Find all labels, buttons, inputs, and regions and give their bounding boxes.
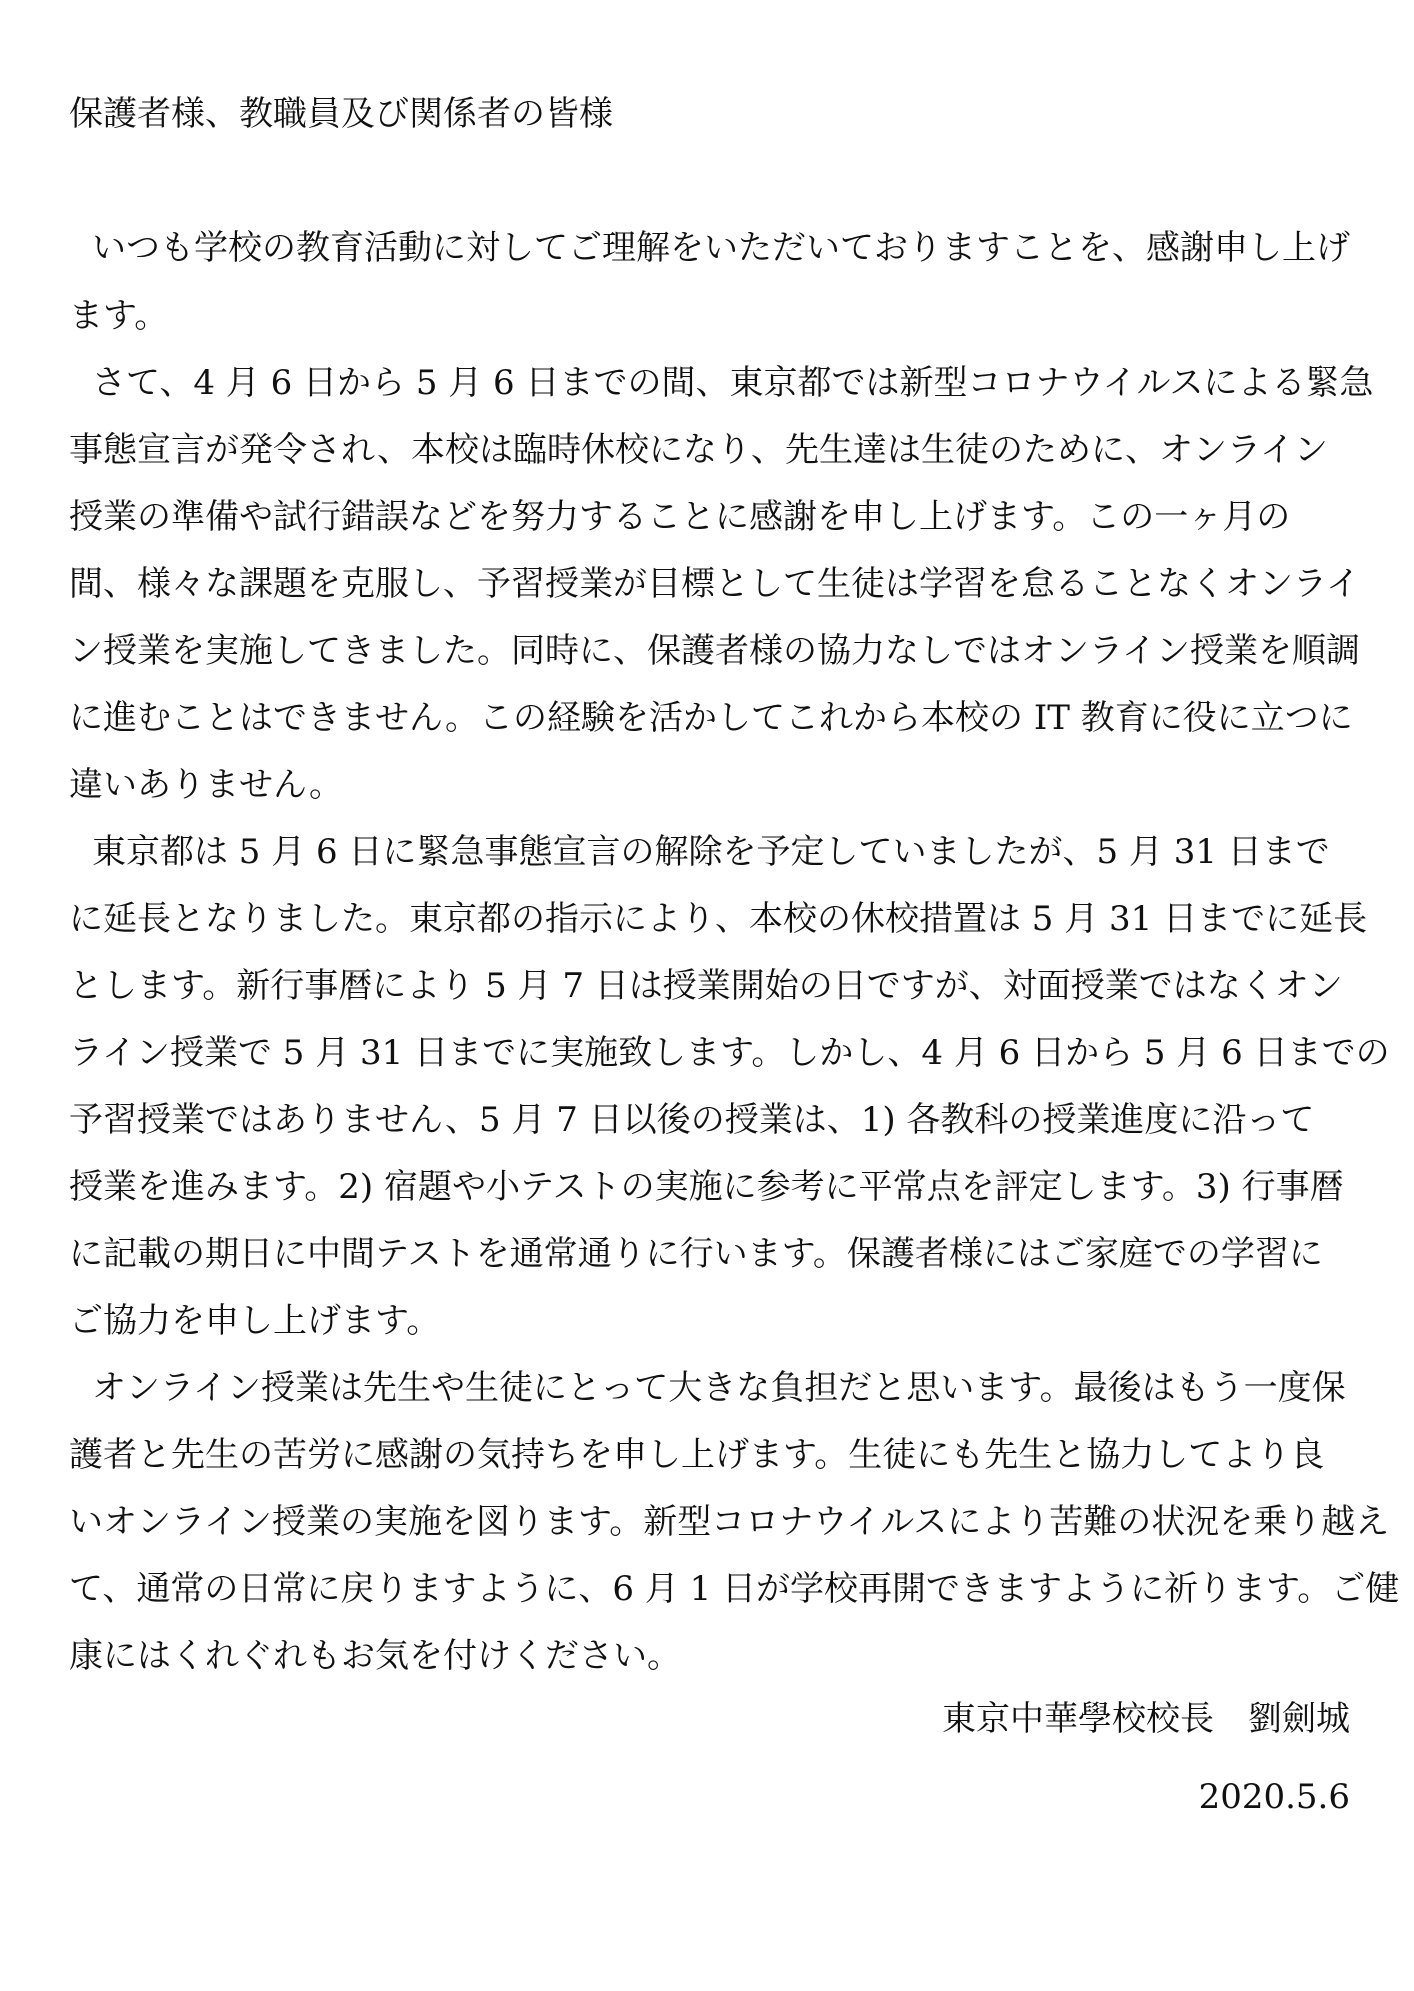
paragraph-4-line-1-block <box>0 1352 1414 1424</box>
paragraph-2-line-7: 違いありません。 <box>69 765 344 805</box>
paragraph-3-line-8: ご協力を申し上げます。 <box>69 1301 441 1341</box>
paragraph-4-line-2: 護者と先生の苦労に感謝の気持ちを申し上げます。生徒にも先生と協力してより良 <box>69 1435 1325 1475</box>
paragraph-2-line-2: 事態宣言が発令され、本校は臨時休校になり、先生達は生徒のために、オンライン <box>69 430 1329 470</box>
paragraph-2-line-4-block <box>0 548 1414 620</box>
paragraph-1-line-1-block <box>0 212 1414 284</box>
paragraph-2-line-5: ン授業を実施してきました。同時に、保護者様の協力なしではオンライン授業を順調 <box>69 631 1360 671</box>
paragraph-2-line-3: 授業の準備や試行錯誤などを努力することに感謝を申し上げます。この一ヶ月の <box>69 497 1291 537</box>
paragraph-3-line-7: に記載の期日に中間テストを通常通りに行います。保護者様にはご家庭での学習に <box>69 1234 1323 1274</box>
paragraph-2-line-7-block <box>0 749 1414 821</box>
paragraph-3-line-2-block <box>0 883 1414 955</box>
paragraph-3-line-5: 予習授業ではありません、5 月 7 日以後の授業は、1) 各教科の授業進度に沿って <box>69 1100 1315 1140</box>
paragraph-3-line-4: ライン授業で 5 月 31 日までに実施致します。しかし、4 月 6 日から 5 月 6 日までの <box>69 1033 1390 1073</box>
paragraph-3-line-7-block <box>0 1218 1414 1290</box>
paragraph-3-line-1: 東京都は 5 月 6 日に緊急事態宣言の解除を予定していましたが、5 月 31 日まで <box>92 832 1330 872</box>
paragraph-3-line-5-block <box>0 1084 1414 1156</box>
paragraph-2-line-4: 間、様々な課題を克服し、予習授業が目標として生徒は学習を怠ることなくオンライ <box>69 564 1360 604</box>
paragraph-3-line-3: とします。新行事暦により 5 月 7 日は授業開始の日ですが、対面授業ではなくオン <box>69 966 1343 1006</box>
paragraph-2-line-6-block <box>0 682 1414 754</box>
paragraph-1-line-2-block <box>0 280 1414 352</box>
salutation: 保護者様、教職員及び関係者の皆様 <box>69 94 613 134</box>
paragraph-3-line-4-block <box>0 1017 1414 1089</box>
paragraph-4-line-3-block <box>0 1486 1414 1558</box>
paragraph-3-line-8-block <box>0 1285 1414 1357</box>
paragraph-2-line-1-block <box>0 347 1414 419</box>
paragraph-2-line-5-block <box>0 615 1414 687</box>
salutation-block <box>0 78 1414 150</box>
paragraph-4-line-4-block <box>0 1553 1414 1625</box>
paragraph-2-line-1: さて、4 月 6 日から 5 月 6 日までの間、東京都では新型コロナウイルスによる緊急 <box>92 363 1374 403</box>
paragraph-1-line-2: ます。 <box>69 296 169 336</box>
signature: 東京中華學校校長 劉劍城 <box>942 1699 1350 1739</box>
paragraph-4-line-2-block <box>0 1419 1414 1491</box>
paragraph-4-line-1: オンライン授業は先生や生徒にとって大きな負担だと思います。最後はもう一度保 <box>92 1368 1346 1408</box>
paragraph-2-line-2-block <box>0 414 1414 486</box>
paragraph-3-line-6-block <box>0 1151 1414 1223</box>
paragraph-3-line-3-block <box>0 950 1414 1022</box>
paragraph-2-line-6: に進むことはできません。この経験を活かしてこれから本校の IT 教育に役に立つに <box>69 698 1353 738</box>
date: 2020.5.6 <box>1198 1777 1350 1817</box>
paragraph-3-line-6: 授業を進みます。2) 宿題や小テストの実施に参考に平常点を評定します。3) 行事暦 <box>69 1167 1344 1207</box>
paragraph-4-line-3: いオンライン授業の実施を図ります。新型コロナウイルスにより苦難の状況を乗り越え <box>69 1502 1390 1542</box>
paragraph-4-line-5-block <box>0 1620 1414 1692</box>
paragraph-4-line-5: 康にはくれぐれもお気を付けください。 <box>69 1636 681 1676</box>
paragraph-4-line-4: て、通常の日常に戻りますように、6 月 1 日が学校再開できますように祈ります。ご健 <box>69 1569 1400 1609</box>
paragraph-2-line-3-block <box>0 481 1414 553</box>
paragraph-3-line-2: に延長となりました。東京都の指示により、本校の休校措置は 5 月 31 日までに延長 <box>69 899 1368 939</box>
paragraph-3-line-1-block <box>0 816 1414 888</box>
paragraph-1-line-1: いつも学校の教育活動に対してご理解をいただいておりますことを、感謝申し上げ <box>92 228 1350 268</box>
